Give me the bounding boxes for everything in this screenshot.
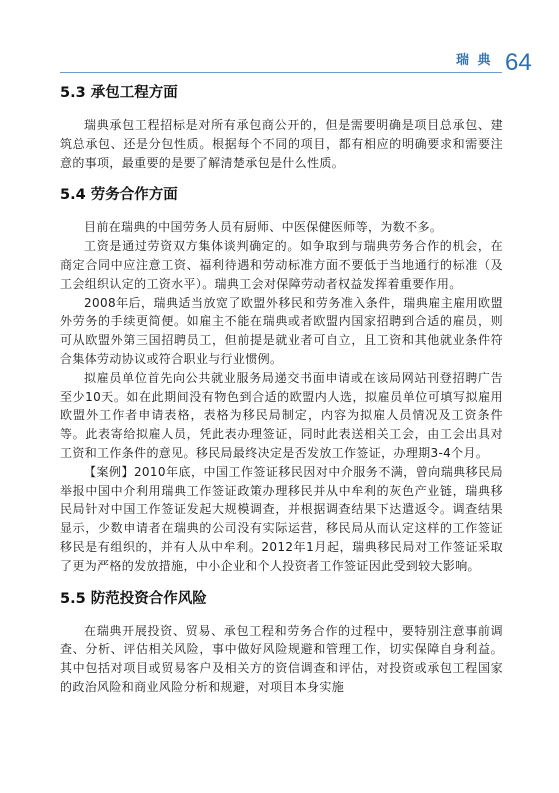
paragraph: 2008年后，瑞典适当放宽了欧盟外移民和劳务准入条件，瑞典雇主雇用欧盟外劳务的手续更简便。如雇主不能在瑞典或者欧盟内国家招聘到合适的雇员，则可从欧盟外第三国招聘员工，但前提是就业者可自立，且工资和其他就业条件符合集体劳动协议或符合职业与行业惯例。 (60, 295, 503, 366)
section-contracting (60, 82, 503, 172)
page-header (0, 0, 559, 76)
paragraph: 目前在瑞典的中国劳务人员有厨师、中医保健医师等，为数不多。 (84, 220, 443, 235)
paragraph: 拟雇员单位首先向公共就业服务局递交书面申请或在该局网站刊登招聘广告至少10天。如在此期间没有物色到合适的欧盟内人选，拟雇员单位可填写拟雇用欧盟外工作者申请表格，表格为移民局制定，内容为拟雇人员情况及工资条件等。此表寄给拟雇人员，凭此表办理签证，同时此表送相关工会，由工会出具对工资和工作条件的意见。移民局最终决定是否发放工作签证，办理期3-4个月。 (60, 370, 503, 460)
section-title: 5.4 劳务合作方面 (60, 187, 178, 204)
case-paragraph: 【案例】2010年底，中国工作签证移民因对中介服务不满，曾向瑞典移民局举报中国中介利用瑞典工作签证政策办理移民并从中牟利的灰色产业链，瑞典移民局针对中国工作签证发起大规模调查，并根据调查结果下达遣返令。调查结果显示，少数申请者在瑞典的公司没有实际运营，移民局从而认定这样的工作签证移民是有组织的，并有人从中牟利。2012年1月起，瑞典移民局对工作签证采取了更为严格的发放措施，中小企业和个人投资者工作签证因此受到较大影响。 (60, 464, 503, 573)
paragraph: 工资是通过劳资双方集体谈判确定的。如争取到与瑞典劳务合作的机会，在商定合同中应注意工资、福利待遇和劳动标准方面不要低于当地通行的标准（及工会组织认定的工资水平）。瑞典工会对保障劳动者权益发挥着重要作用。 (60, 239, 503, 291)
section-title: 5.3 承包工程方面 (60, 85, 178, 101)
paragraph: 瑞典承包工程招标是对所有承包商公开的，但是需要明确是项目总承包、建筑总承包、还是分包性质。根据每个不同的项目，都有相应的明确要求和需要注意的事项，最重要的是要了解清楚承包是什么性质。 (60, 118, 503, 170)
page-body (60, 82, 503, 697)
section-labor-cooperation (60, 184, 503, 575)
page-number: 64 (505, 49, 532, 76)
header-divider (60, 72, 502, 73)
section-risk-prevention (60, 588, 503, 697)
running-header-country: 瑞 典 (456, 53, 493, 68)
paragraph: 在瑞典开展投资、贸易、承包工程和劳务合作的过程中，要特别注意事前调查、分析、评估相关风险，事中做好风险规避和管理工作，切实保障自身利益。其中包括对项目或贸易客户及相关方的资信调查和评估，对投资或承包工程国家的政治风险和商业风险分析和规避，对项目本身实施 (60, 623, 503, 694)
section-title: 5.5 防范投资合作风险 (60, 590, 207, 607)
